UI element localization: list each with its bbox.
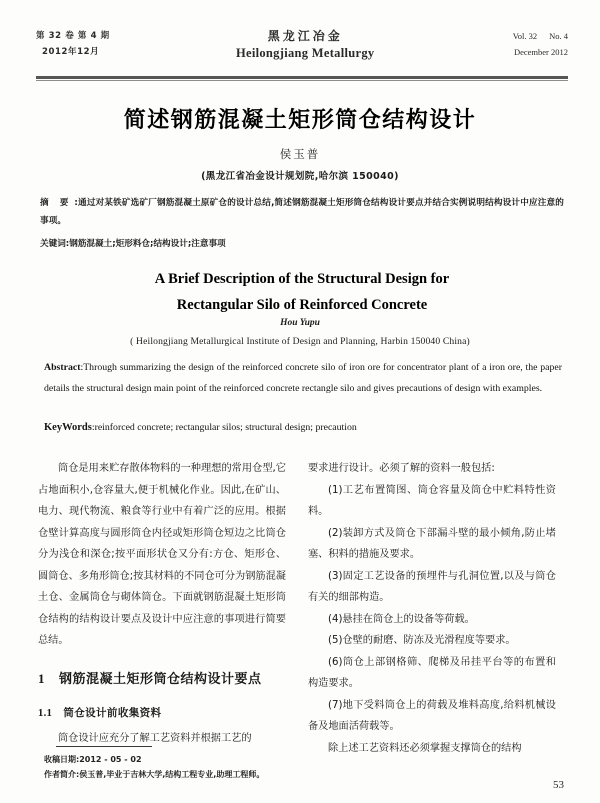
keywords-text-en: :reinforced concrete; rectangular silos; structural design; precaution (91, 422, 357, 433)
paragraph-continued: 要求进行设计。必须了解的资料一般包括: (308, 463, 495, 474)
paragraph-closing: 除上述工艺资料还必须掌握支撑筒仓的结构 (328, 742, 522, 754)
page-number: 53 (553, 779, 564, 791)
list-item: (2)装卸方式及筒仓下部漏斗壁的最小倾角,防止堵塞、积料的措施及要求。 (308, 527, 556, 560)
article-title-en (60, 266, 544, 318)
date-en: December 2012 (513, 47, 568, 57)
footnote-block (44, 752, 344, 782)
article-author-en: Hou Yupu (280, 318, 320, 328)
list-item: (5)仓壁的耐磨、防冻及光滑程度等要求。 (328, 635, 516, 646)
section-heading-1-1-text: 筒仓设计前收集资料 (63, 706, 162, 719)
section-heading-1-text: 钢筋混凝土矩形筒仓结构设计要点 (59, 671, 262, 687)
body-column-right (308, 458, 556, 759)
volume-issue-cn: 第 32 卷 第 4 期 (36, 31, 110, 41)
masthead-right (501, 28, 568, 60)
section-heading-1-1-number: 1.1 (38, 707, 53, 719)
abstract-en (44, 358, 562, 399)
section-heading-1-1 (38, 703, 286, 725)
article-author-cn: 侯玉普 (279, 147, 321, 161)
keywords-label-en: KeyWords (44, 422, 92, 433)
masthead-left (36, 28, 110, 60)
publication-date-en (501, 44, 568, 60)
masthead-divider (36, 76, 568, 79)
keywords-cn (40, 236, 564, 252)
masthead (36, 28, 568, 74)
footnote-divider (56, 746, 152, 747)
abstract-label-cn: 摘 要 (40, 198, 73, 208)
paragraph-1-1-body: 筒仓设计应充分了解工艺资料并根据工艺的 (58, 733, 252, 744)
journal-title-cn: 黑龙江冶金 (267, 29, 343, 43)
volume-issue-en (501, 28, 568, 44)
list-item: (7)地下受料筒仓上的荷载及堆料高度,给料机械设备及地面活荷载等。 (308, 699, 556, 732)
issue-en: No. 4 (549, 31, 568, 41)
received-date-value: :2012 - 05 - 02 (76, 755, 142, 764)
keywords-en (44, 419, 562, 437)
keywords-label-cn: 关键词 (40, 239, 66, 249)
article-title-en-line1: A Brief Description of the Structural Design for (154, 271, 450, 287)
article-affiliation-en: ( Heilongjiang Metallurgical Institute of Design and Planning, Harbin 150040 China) (130, 336, 470, 347)
abstract-label-en: Abstract (44, 362, 81, 373)
section-heading-1-number: 1 (38, 670, 45, 686)
body-column-left (38, 458, 286, 750)
article-title-en-line2: Rectangular Silo of Reinforced Concrete (176, 297, 428, 313)
paragraph-intro: 筒仓是用来贮存散体物料的一种理想的常用仓型,它占地面积小,仓容量大,便于机械化作业。因此,在矿山、电力、现代物流、粮食等行业中有着广泛的应用。根据仓壁计算高度与圆形筒仓内径或矩形筒仓短边之比筒仓分为浅仓和深仓;按平面形状仓又分有:方仓、矩形仓、圆筒仓、多角形筒仓;按其材料的不同仓可分为钢筋混凝土仓、金属筒仓与砌体筒仓。下面就钢筋混凝土矩形筒仓结构的结构设计要点及设计中应注意的事项进行简要总结。 (38, 463, 286, 646)
article-affiliation-cn: (黑龙江省冶金设计规划院,哈尔滨 150040) (201, 171, 399, 182)
abstract-cn (40, 194, 564, 230)
received-date-label: 收稿日期 (44, 755, 76, 764)
list-item: (3)固定工艺设备的预埋件与孔洞位置,以及与筒仓有关的细部构造。 (308, 570, 556, 603)
masthead-center (110, 28, 501, 61)
volume-en: Vol. 32 (512, 31, 538, 41)
abstract-text-en: :Through summarizing the design of the reinforced concrete silo of iron ore for concentrator plant of a iron ore, the paper details the structural design main point of the reinforced concrete rectangle silo and gives precautions of design with examples. (44, 362, 562, 394)
author-bio-value: :侯玉普,毕业于吉林大学,结构工程专业,助理工程师。 (76, 770, 265, 779)
journal-title-en: Heilongjiang Metallurgy (235, 46, 375, 60)
section-heading-1 (38, 669, 286, 690)
list-item: (4)悬挂在筒仓上的设备等荷载。 (328, 613, 475, 625)
list-item: (1)工艺布置简图、筒仓容量及筒仓中贮料特性资料。 (308, 484, 556, 517)
received-date (44, 752, 344, 767)
author-bio-label: 作者简介 (44, 770, 76, 779)
article-title-cn: 简述钢筋混凝土矩形筒仓结构设计 (123, 108, 477, 133)
author-bio (44, 767, 344, 782)
abstract-text-cn: :通过对某铁矿选矿厂钢筋混凝土原矿仓的设计总结,简述钢筋混凝土矩形筒仓结构设计要点并结合实例说明结构设计中应注意的事项。 (40, 198, 564, 226)
keywords-text-cn: :钢筋混凝土;矩形料仓;结构设计;注意事项 (65, 239, 226, 249)
publication-date-cn: 2012年12月 (42, 47, 100, 57)
list-item: (6)筒仓上部钢格筛、爬梯及吊挂平台等的布置和构造要求。 (308, 656, 556, 689)
